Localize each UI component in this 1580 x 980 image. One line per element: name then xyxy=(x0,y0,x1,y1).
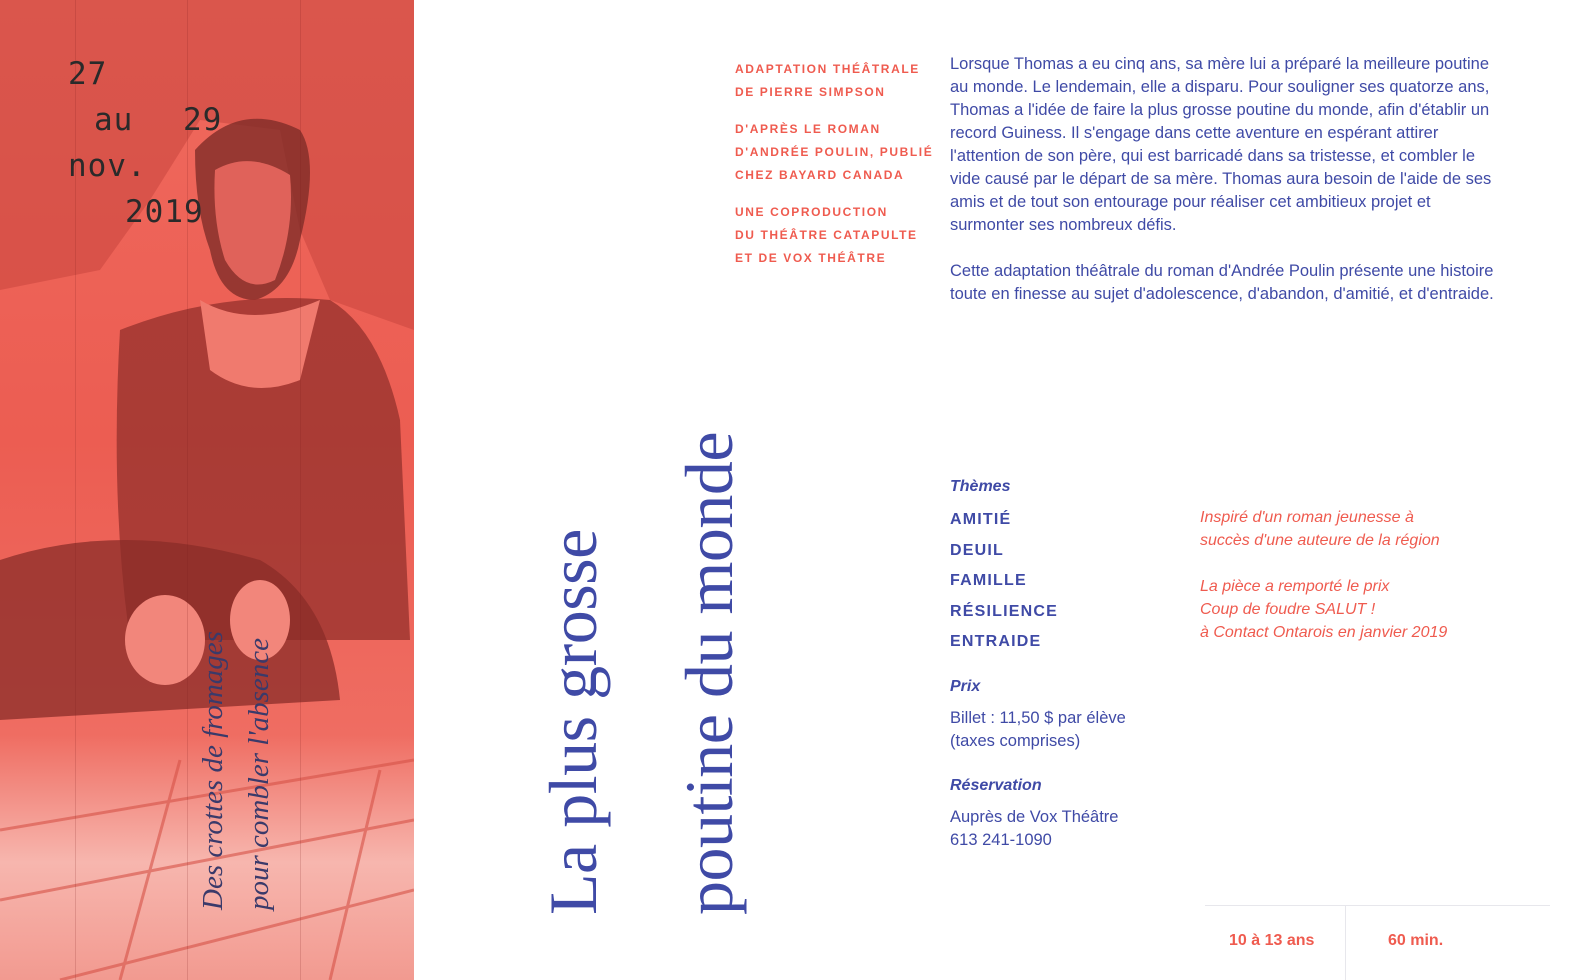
fold-line xyxy=(300,0,301,980)
notes xyxy=(1200,506,1510,667)
credit-novel xyxy=(735,118,935,187)
synopsis-paragraph: Cette adaptation théâtrale du roman d'Andrée Poulin présente une histoire toute en finesse au sujet d'adolescence, d'abandon, d'amitié, et d'entraide. xyxy=(950,262,1494,303)
date-au: au xyxy=(94,102,134,138)
credit-coproduction xyxy=(735,201,935,270)
date-day-end: 29 xyxy=(183,102,223,138)
themes-label: Thèmes xyxy=(950,478,1011,495)
note-novel xyxy=(1200,506,1510,552)
credit-line: DE PIERRE SIMPSON xyxy=(735,85,886,99)
reservation-info xyxy=(950,806,1118,852)
divider xyxy=(1205,905,1550,906)
note-line: La pièce a remporté le prix xyxy=(1200,578,1390,595)
credit-line: D'APRÈS LE ROMAN xyxy=(735,122,881,136)
date-day-start: 27 xyxy=(68,56,108,92)
tagline-line1: Des crottes de fromages xyxy=(197,631,229,910)
note-line: succès d'une auteure de la région xyxy=(1200,532,1440,549)
credits xyxy=(735,58,935,284)
reservation-phone: 613 241-1090 xyxy=(950,831,1052,849)
credit-line: DU THÉÂTRE CATAPULTE xyxy=(735,228,918,242)
note-award xyxy=(1200,575,1510,644)
credit-line: ADAPTATION THÉÂTRALE xyxy=(735,62,920,76)
title-line1: La plus grosse xyxy=(535,529,611,915)
age-badge: 10 à 13 ans xyxy=(1229,932,1315,949)
divider xyxy=(1345,905,1346,980)
note-line: Inspiré d'un roman jeunesse à xyxy=(1200,509,1414,526)
price-line1: Billet : 11,50 $ par élève xyxy=(950,709,1126,727)
credit-line: UNE COPRODUCTION xyxy=(735,205,888,219)
themes-list xyxy=(950,505,1058,658)
reservation-label: Réservation xyxy=(950,777,1042,794)
price-info xyxy=(950,707,1126,753)
theme-item: RÉSILIENCE xyxy=(950,602,1059,620)
synopsis-paragraph: Lorsque Thomas a eu cinq ans, sa mère lui a préparé la meilleure poutine au monde. Le lendemain, elle a disparu. Pour souligner ses quatorze ans, Thomas a l'idée de faire la plus grosse poutine du monde, afin d'établir un record Guiness. Il s'engage dans cette aventure en espérant attirer l'attention de son père, qui est barricadé dans sa tristesse, et combler le vide causé par le départ de sa mère. Thomas aura besoin de l'aide de ses amis et de tout son entourage pour réaliser cet ambitieux projet et surmonter ses nombreux défis. xyxy=(950,55,1492,234)
note-line: à Contact Ontarois en janvier 2019 xyxy=(1200,624,1448,641)
price-line2: (taxes comprises) xyxy=(950,732,1081,750)
tagline xyxy=(190,631,282,910)
credit-line: ET DE VOX THÉÂTRE xyxy=(735,251,887,265)
duration-badge: 60 min. xyxy=(1388,932,1444,949)
photo-panel xyxy=(0,0,414,980)
note-line: Coup de foudre SALUT ! xyxy=(1200,601,1376,618)
theme-item: ENTRAIDE xyxy=(950,633,1042,650)
fold-line xyxy=(187,0,188,980)
synopsis xyxy=(950,53,1495,329)
credit-line: CHEZ BAYARD CANADA xyxy=(735,168,905,182)
credit-line: D'ANDRÉE POULIN, PUBLIÉ xyxy=(735,145,934,159)
reservation-line1: Auprès de Vox Théâtre xyxy=(950,808,1119,826)
theme-item: FAMILLE xyxy=(950,572,1027,589)
title-line2: poutine du monde xyxy=(671,431,747,915)
date-month: nov. xyxy=(68,148,147,184)
theme-item: AMITIÉ xyxy=(950,511,1012,528)
show-title xyxy=(505,432,777,915)
tagline-line2: pour combler l'absence xyxy=(243,638,275,910)
credit-adaptation xyxy=(735,58,935,104)
price-label: Prix xyxy=(950,678,981,695)
theme-item: DEUIL xyxy=(950,541,1004,559)
date-year: 2019 xyxy=(125,194,204,230)
fold-line xyxy=(75,0,76,980)
